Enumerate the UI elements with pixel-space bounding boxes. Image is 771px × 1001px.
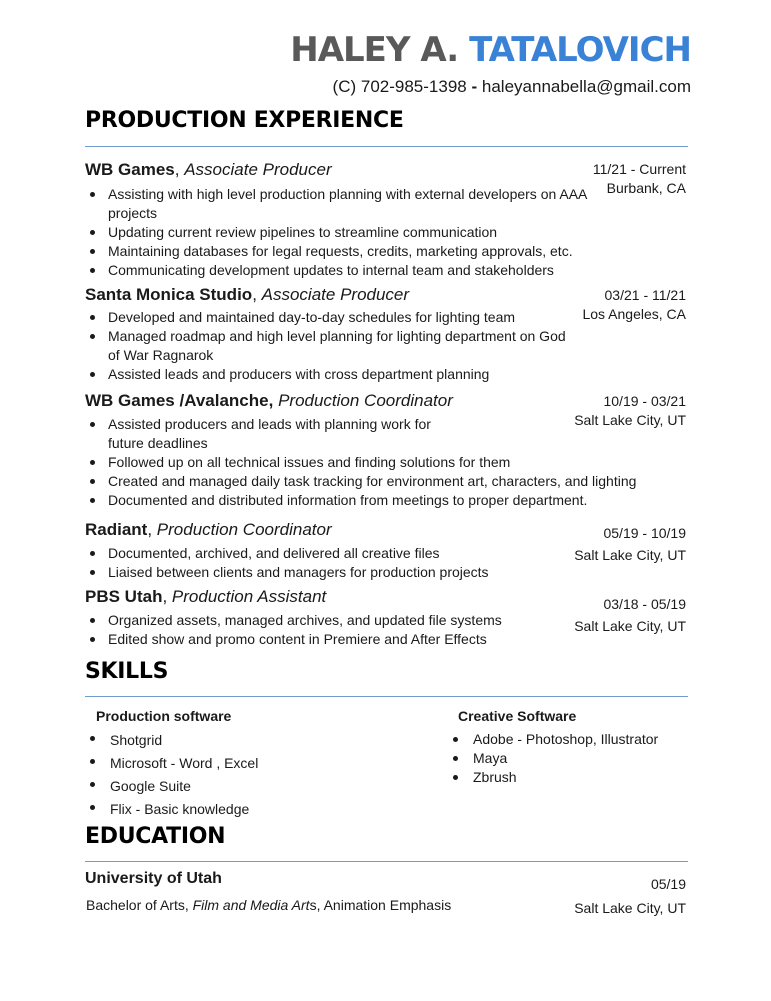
job-location: Salt Lake City, UT [574, 412, 686, 428]
list-item: Documented, archived, and delivered all creative files [85, 544, 585, 563]
email-address: haleyannabella@gmail.com [481, 77, 691, 96]
education-location: Salt Lake City, UT [574, 900, 686, 916]
list-item: Maintaining databases for legal requests, credits, marketing approvals, etc. [85, 242, 590, 261]
list-item: Edited show and promo content in Premiere and After Effects [85, 630, 585, 649]
job-dates: 05/19 - 10/19 [603, 525, 686, 541]
skills-heading-creative: Creative Software [458, 708, 577, 724]
job-title [85, 391, 453, 411]
list-item: Liaised between clients and managers for production projects [85, 563, 585, 582]
degree-prefix: Bachelor of Arts, [86, 897, 189, 913]
list-item: Followed up on all technical issues and finding solutions for them [85, 453, 445, 472]
job-meta [593, 160, 686, 198]
section-title-experience: PRODUCTION EXPERIENCE [85, 108, 404, 133]
job-company: WB Games /Avalanche, [85, 391, 274, 410]
first-name: HALEY A. [290, 30, 459, 70]
list-item: Maya [448, 749, 658, 768]
job-dates: 03/18 - 05/19 [603, 596, 686, 612]
job-title [85, 160, 332, 180]
section-divider [85, 696, 688, 697]
list-item: Google Suite [85, 775, 258, 798]
section-divider [85, 146, 688, 147]
degree-suffix: s, Animation Emphasis [309, 897, 452, 913]
job-role-separator: , [162, 587, 172, 606]
degree-field: Film and Media Art [188, 897, 310, 913]
education-meta [574, 872, 686, 920]
job-meta [574, 522, 686, 566]
job-role: Production Coordinator [156, 520, 332, 539]
job-role: Associate Producer [261, 285, 410, 304]
job-company: Radiant [85, 520, 148, 539]
list-item: Organized assets, managed archives, and updated file systems [85, 611, 585, 630]
list-item: Created and managed daily task tracking for environment art, characters, and lighting [85, 472, 445, 491]
job-bullets [85, 544, 585, 582]
job-role-separator: , [174, 160, 185, 179]
list-item: Documented and distributed information from meetings to proper department. [85, 491, 445, 510]
job-title [85, 285, 409, 305]
job-dates: 11/21 - Current [592, 161, 686, 177]
job-bullets [85, 185, 590, 280]
list-item: Microsoft - Word , Excel [85, 752, 258, 775]
job-title [85, 587, 326, 607]
job-dates: 10/19 - 03/21 [603, 393, 686, 409]
list-item: Developed and maintained day-to-day schedules for lighting team [85, 308, 575, 327]
list-item: Zbrush [448, 768, 658, 787]
skills-list-production [85, 729, 258, 821]
full-name [290, 30, 691, 70]
job-meta [582, 286, 686, 324]
job-meta [574, 392, 686, 430]
list-item: Managed roadmap and high level planning for lighting department on God of War Ragnarok [85, 327, 575, 365]
job-location: Los Angeles, CA [582, 306, 686, 322]
job-role: Associate Producer [184, 160, 332, 179]
job-location: Salt Lake City, UT [574, 618, 686, 634]
education-school: University of Utah [85, 870, 222, 887]
list-item: Adobe - Photoshop, Illustrator [448, 730, 658, 749]
phone-number: (C) 702-985-1398 [332, 77, 467, 96]
job-title [85, 520, 332, 540]
job-bullets [85, 308, 575, 384]
section-title-education: EDUCATION [85, 824, 226, 849]
list-item: Flix - Basic knowledge [85, 798, 258, 821]
job-bullets [85, 611, 585, 649]
job-bullets [85, 415, 637, 510]
list-item: Communicating development updates to internal team and stakeholders [85, 261, 590, 280]
section-divider [85, 861, 688, 862]
job-role-separator: , [252, 285, 262, 304]
job-meta [574, 593, 686, 637]
list-item: Assisted producers and leads with planning work for future deadlines [85, 415, 445, 453]
skills-heading-production: Production software [96, 708, 232, 724]
education-degree [86, 897, 451, 913]
job-role: Production Coordinator [278, 391, 453, 410]
job-location: Salt Lake City, UT [574, 547, 686, 563]
contact-line [333, 77, 691, 97]
job-company: Santa Monica Studio [85, 285, 253, 304]
contact-separator: - [471, 77, 478, 96]
job-role: Production Assistant [171, 587, 327, 606]
list-item: Shotgrid [85, 729, 258, 752]
section-title-skills: SKILLS [85, 659, 169, 684]
list-item: Updating current review pipelines to streamline communication [85, 223, 590, 242]
list-item: Assisted leads and producers with cross department planning [85, 365, 575, 384]
job-dates: 03/21 - 11/21 [604, 287, 686, 303]
last-name: TATALOVICH [469, 30, 691, 70]
job-company: PBS Utah [85, 587, 163, 606]
education-date: 05/19 [650, 876, 686, 892]
skills-list-creative [448, 730, 658, 787]
job-role-separator: , [147, 520, 157, 539]
job-location: Burbank, CA [606, 180, 686, 196]
job-company: WB Games [85, 160, 175, 179]
list-item: Assisting with high level production planning with external developers on AAA projects [85, 185, 590, 223]
